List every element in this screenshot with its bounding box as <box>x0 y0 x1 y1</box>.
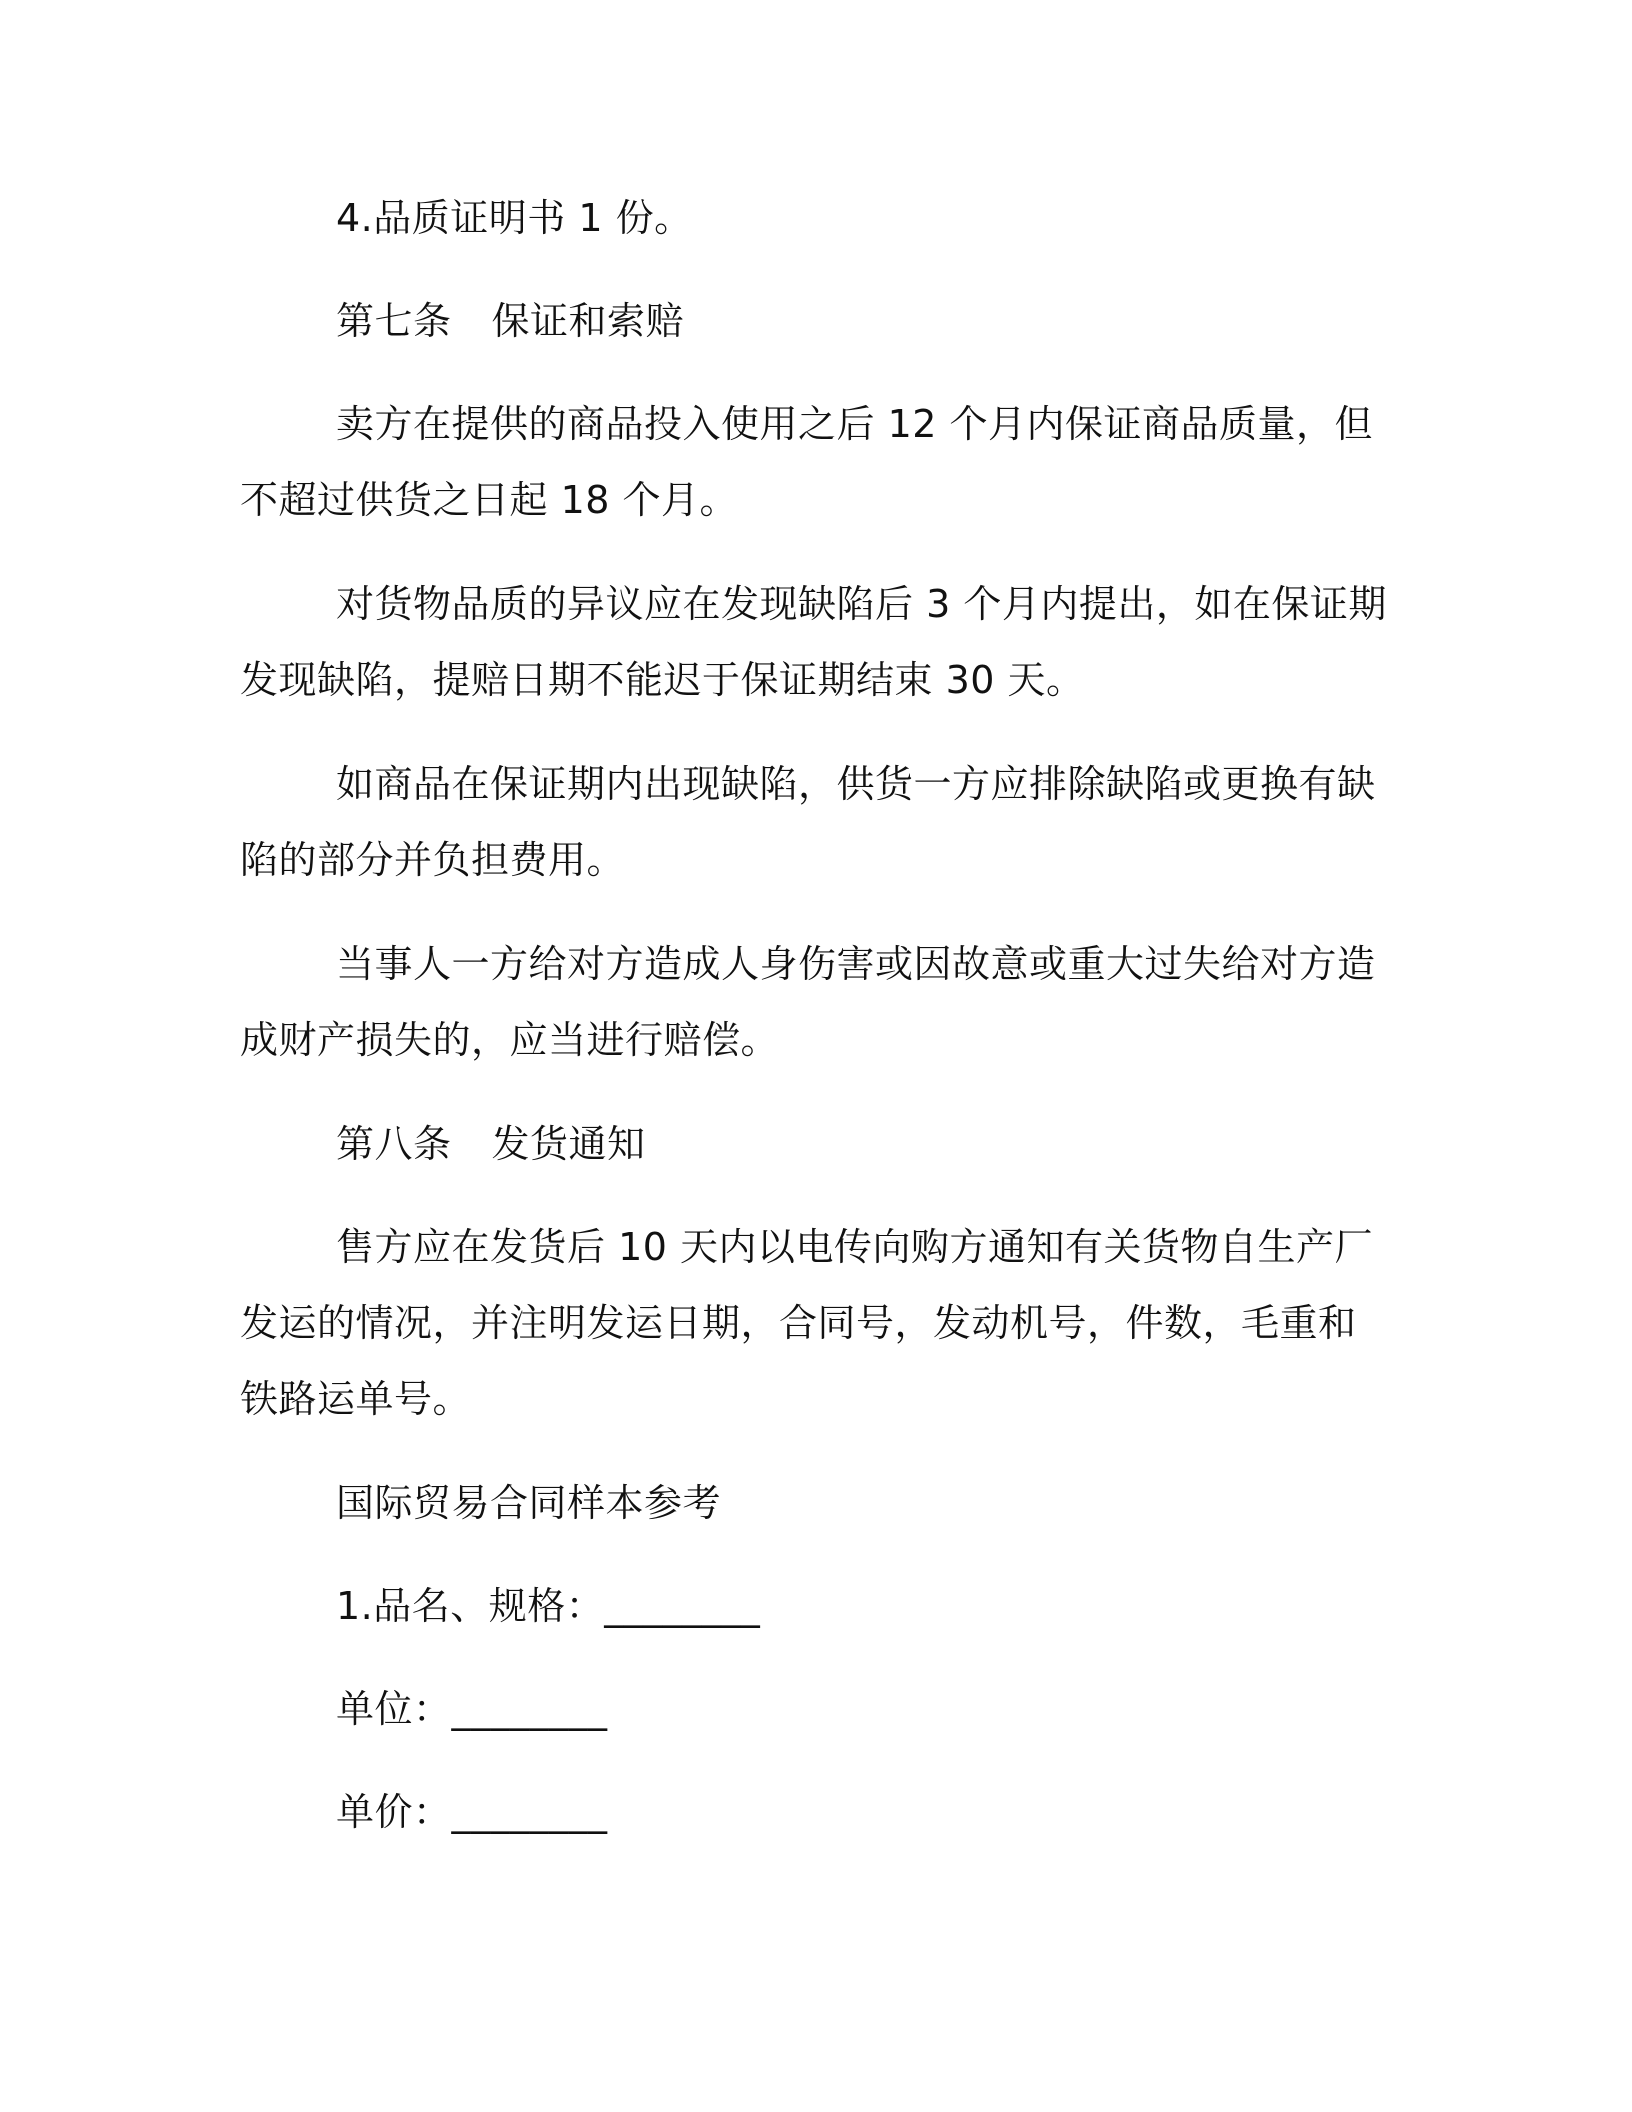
item-quality-certificate: 4.品质证明书 1 份。 <box>336 196 693 240</box>
article-8-number: 第八条 <box>336 1122 452 1166</box>
article-7-number: 第七条 <box>336 299 452 343</box>
field-product-name-spec: 1.品名、规格：________ <box>336 1584 761 1628</box>
article-7-paragraph-3: 如商品在保证期内出现缺陷，供货一方应排除缺陷或更换有缺陷的部分并负担费用。 <box>240 762 1376 882</box>
sample-heading: 国际贸易合同样本参考 <box>336 1481 722 1525</box>
article-7-paragraph-2: 对货物品质的异议应在发现缺陷后 3 个月内提出，如在保证期发现缺陷，提赔日期不能迟于保证期结束 30 天。 <box>240 582 1387 702</box>
field-unit-price: 单价：________ <box>336 1790 608 1834</box>
article-7-title: 保证和索赔 <box>491 299 685 343</box>
article-7-paragraph-4: 当事人一方给对方造成人身伤害或因故意或重大过失给对方造成财产损失的，应当进行赔偿。 <box>240 942 1376 1062</box>
article-8-heading <box>336 1106 646 1182</box>
article-8-title: 发货通知 <box>491 1122 646 1166</box>
field-unit: 单位：________ <box>336 1687 608 1731</box>
article-7-paragraph-1: 卖方在提供的商品投入使用之后 12 个月内保证商品质量，但不超过供货之日起 18 个月。 <box>240 402 1374 522</box>
article-7-heading <box>336 283 684 359</box>
article-8-paragraph-1: 售方应在发货后 10 天内以电传向购方通知有关货物自生产厂发运的情况，并注明发运日期，合同号，发动机号，件数，毛重和铁路运单号。 <box>240 1225 1374 1421</box>
